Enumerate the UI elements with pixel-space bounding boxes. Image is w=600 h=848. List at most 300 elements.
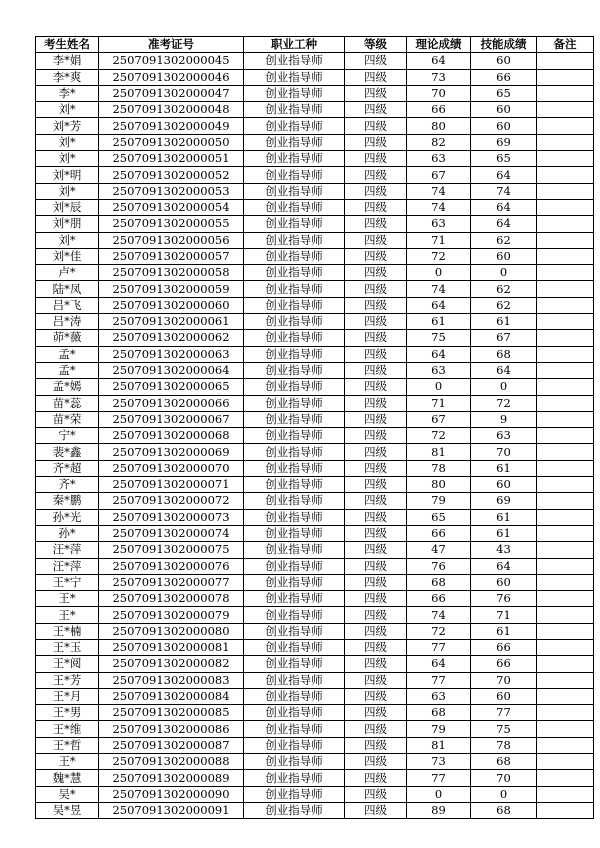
cell-theory-score: 74 [407,281,471,297]
cell-level: 四级 [345,721,407,737]
cell-remarks [537,672,594,688]
cell-name: 王*宁 [36,574,99,590]
cell-remarks [537,134,594,150]
cell-name: 宁* [36,428,99,444]
cell-exam-id: 2507091302000064 [99,362,244,378]
cell-theory-score: 68 [407,574,471,590]
cell-level: 四级 [345,53,407,69]
cell-theory-score: 63 [407,362,471,378]
cell-occupation: 创业指导师 [244,477,345,493]
cell-name: 苗*蕊 [36,395,99,411]
cell-theory-score: 47 [407,542,471,558]
cell-level: 四级 [345,509,407,525]
cell-theory-score: 81 [407,444,471,460]
cell-name: 王*月 [36,688,99,704]
cell-level: 四级 [345,754,407,770]
cell-occupation: 创业指导师 [244,705,345,721]
header-exam-id: 准考证号 [99,37,244,53]
cell-skill-score: 68 [471,754,537,770]
cell-name: 齐*超 [36,460,99,476]
cell-skill-score: 67 [471,330,537,346]
cell-exam-id: 2507091302000087 [99,737,244,753]
cell-exam-id: 2507091302000048 [99,102,244,118]
cell-remarks [537,737,594,753]
cell-exam-id: 2507091302000088 [99,754,244,770]
cell-occupation: 创业指导师 [244,134,345,150]
cell-remarks [537,656,594,672]
cell-skill-score: 0 [471,379,537,395]
cell-exam-id: 2507091302000061 [99,314,244,330]
cell-exam-id: 2507091302000047 [99,85,244,101]
cell-theory-score: 77 [407,770,471,786]
cell-exam-id: 2507091302000062 [99,330,244,346]
cell-occupation: 创业指导师 [244,802,345,818]
cell-skill-score: 64 [471,362,537,378]
cell-theory-score: 79 [407,721,471,737]
cell-skill-score: 69 [471,134,537,150]
cell-exam-id: 2507091302000052 [99,167,244,183]
cell-exam-id: 2507091302000059 [99,281,244,297]
cell-skill-score: 43 [471,542,537,558]
cell-skill-score: 76 [471,591,537,607]
cell-theory-score: 0 [407,265,471,281]
score-table [35,36,594,819]
cell-remarks [537,607,594,623]
cell-skill-score: 60 [471,688,537,704]
cell-skill-score: 60 [471,102,537,118]
cell-exam-id: 2507091302000058 [99,265,244,281]
cell-theory-score: 74 [407,183,471,199]
cell-theory-score: 77 [407,672,471,688]
cell-skill-score: 60 [471,53,537,69]
cell-occupation: 创业指导师 [244,444,345,460]
table-row [36,232,594,248]
header-occupation: 职业工种 [244,37,345,53]
cell-skill-score: 61 [471,623,537,639]
cell-theory-score: 63 [407,151,471,167]
header-remarks: 备注 [537,37,594,53]
cell-exam-id: 2507091302000063 [99,346,244,362]
cell-occupation: 创业指导师 [244,525,345,541]
cell-remarks [537,265,594,281]
cell-occupation: 创业指导师 [244,53,345,69]
table-row [36,330,594,346]
cell-skill-score: 64 [471,167,537,183]
cell-level: 四级 [345,118,407,134]
cell-occupation: 创业指导师 [244,688,345,704]
cell-skill-score: 70 [471,672,537,688]
cell-level: 四级 [345,199,407,215]
cell-exam-id: 2507091302000065 [99,379,244,395]
cell-level: 四级 [345,705,407,721]
cell-theory-score: 71 [407,395,471,411]
cell-name: 李*娟 [36,53,99,69]
cell-skill-score: 62 [471,281,537,297]
cell-name: 李* [36,85,99,101]
table-row [36,525,594,541]
cell-level: 四级 [345,411,407,427]
cell-theory-score: 64 [407,53,471,69]
cell-name: 王* [36,607,99,623]
cell-skill-score: 72 [471,395,537,411]
cell-occupation: 创业指导师 [244,639,345,655]
cell-exam-id: 2507091302000046 [99,69,244,85]
cell-level: 四级 [345,281,407,297]
cell-skill-score: 0 [471,265,537,281]
cell-theory-score: 66 [407,102,471,118]
cell-level: 四级 [345,591,407,607]
cell-name: 王*阅 [36,656,99,672]
cell-name: 刘* [36,102,99,118]
cell-exam-id: 2507091302000076 [99,558,244,574]
cell-skill-score: 60 [471,574,537,590]
cell-skill-score: 65 [471,151,537,167]
cell-level: 四级 [345,265,407,281]
cell-occupation: 创业指导师 [244,574,345,590]
cell-level: 四级 [345,623,407,639]
table-row [36,395,594,411]
cell-theory-score: 77 [407,639,471,655]
table-row [36,656,594,672]
cell-skill-score: 9 [471,411,537,427]
cell-name: 汪*萍 [36,558,99,574]
cell-remarks [537,574,594,590]
table-row [36,199,594,215]
cell-exam-id: 2507091302000082 [99,656,244,672]
cell-name: 李*爽 [36,69,99,85]
cell-name: 孟*嫣 [36,379,99,395]
cell-theory-score: 78 [407,460,471,476]
cell-exam-id: 2507091302000086 [99,721,244,737]
cell-theory-score: 73 [407,754,471,770]
cell-skill-score: 70 [471,770,537,786]
cell-level: 四级 [345,786,407,802]
cell-name: 刘*芳 [36,118,99,134]
cell-remarks [537,216,594,232]
cell-occupation: 创业指导师 [244,330,345,346]
cell-remarks [537,786,594,802]
cell-occupation: 创业指导师 [244,232,345,248]
cell-level: 四级 [345,167,407,183]
cell-skill-score: 71 [471,607,537,623]
cell-theory-score: 0 [407,379,471,395]
cell-level: 四级 [345,525,407,541]
cell-remarks [537,591,594,607]
cell-occupation: 创业指导师 [244,314,345,330]
cell-name: 孟* [36,362,99,378]
cell-remarks [537,151,594,167]
cell-exam-id: 2507091302000091 [99,802,244,818]
table-row [36,493,594,509]
cell-name: 刘* [36,232,99,248]
cell-theory-score: 75 [407,330,471,346]
cell-name: 刘*明 [36,167,99,183]
cell-exam-id: 2507091302000080 [99,623,244,639]
cell-name: 吕*涛 [36,314,99,330]
table-row [36,281,594,297]
cell-occupation: 创业指导师 [244,85,345,101]
cell-name: 王*维 [36,721,99,737]
cell-occupation: 创业指导师 [244,656,345,672]
cell-occupation: 创业指导师 [244,167,345,183]
cell-theory-score: 67 [407,167,471,183]
cell-occupation: 创业指导师 [244,737,345,753]
cell-level: 四级 [345,558,407,574]
table-row [36,362,594,378]
cell-exam-id: 2507091302000073 [99,509,244,525]
cell-occupation: 创业指导师 [244,69,345,85]
table-row [36,688,594,704]
cell-occupation: 创业指导师 [244,281,345,297]
cell-level: 四级 [345,248,407,264]
cell-remarks [537,330,594,346]
cell-exam-id: 2507091302000070 [99,460,244,476]
cell-level: 四级 [345,85,407,101]
header-skill-score: 技能成绩 [471,37,537,53]
cell-remarks [537,102,594,118]
table-row [36,477,594,493]
cell-remarks [537,558,594,574]
cell-skill-score: 68 [471,802,537,818]
cell-skill-score: 60 [471,118,537,134]
cell-remarks [537,395,594,411]
cell-remarks [537,362,594,378]
cell-level: 四级 [345,770,407,786]
cell-level: 四级 [345,542,407,558]
cell-level: 四级 [345,395,407,411]
cell-skill-score: 61 [471,509,537,525]
header-row [36,37,594,53]
cell-occupation: 创业指导师 [244,395,345,411]
cell-remarks [537,444,594,460]
cell-level: 四级 [345,346,407,362]
cell-skill-score: 78 [471,737,537,753]
cell-occupation: 创业指导师 [244,558,345,574]
cell-occupation: 创业指导师 [244,493,345,509]
table-row [36,248,594,264]
cell-remarks [537,525,594,541]
header-name: 考生姓名 [36,37,99,53]
cell-name: 孙*光 [36,509,99,525]
cell-occupation: 创业指导师 [244,297,345,313]
header-theory-score: 理论成绩 [407,37,471,53]
table-row [36,786,594,802]
cell-level: 四级 [345,216,407,232]
cell-name: 孟* [36,346,99,362]
cell-theory-score: 72 [407,428,471,444]
cell-skill-score: 66 [471,69,537,85]
cell-occupation: 创业指导师 [244,607,345,623]
cell-level: 四级 [345,477,407,493]
header-level: 等级 [345,37,407,53]
cell-skill-score: 62 [471,232,537,248]
cell-exam-id: 2507091302000074 [99,525,244,541]
cell-exam-id: 2507091302000045 [99,53,244,69]
cell-remarks [537,509,594,525]
cell-theory-score: 73 [407,69,471,85]
cell-occupation: 创业指导师 [244,379,345,395]
cell-remarks [537,623,594,639]
cell-level: 四级 [345,362,407,378]
cell-level: 四级 [345,802,407,818]
cell-name: 汪*萍 [36,542,99,558]
cell-skill-score: 62 [471,297,537,313]
cell-name: 刘*朋 [36,216,99,232]
table-row [36,314,594,330]
cell-exam-id: 2507091302000055 [99,216,244,232]
cell-skill-score: 61 [471,525,537,541]
cell-name: 裴*鑫 [36,444,99,460]
table-row [36,737,594,753]
cell-level: 四级 [345,639,407,655]
cell-occupation: 创业指导师 [244,786,345,802]
cell-remarks [537,411,594,427]
cell-exam-id: 2507091302000057 [99,248,244,264]
table-row [36,672,594,688]
cell-level: 四级 [345,314,407,330]
cell-occupation: 创业指导师 [244,428,345,444]
cell-skill-score: 66 [471,656,537,672]
cell-name: 刘* [36,134,99,150]
cell-level: 四级 [345,102,407,118]
cell-level: 四级 [345,672,407,688]
cell-name: 吴*昱 [36,802,99,818]
table-row [36,607,594,623]
cell-occupation: 创业指导师 [244,542,345,558]
cell-remarks [537,232,594,248]
cell-level: 四级 [345,444,407,460]
cell-level: 四级 [345,379,407,395]
cell-remarks [537,69,594,85]
cell-name: 苗*荣 [36,411,99,427]
cell-theory-score: 66 [407,591,471,607]
cell-occupation: 创业指导师 [244,460,345,476]
cell-exam-id: 2507091302000081 [99,639,244,655]
table-row [36,509,594,525]
cell-skill-score: 68 [471,346,537,362]
cell-theory-score: 64 [407,297,471,313]
cell-theory-score: 80 [407,118,471,134]
cell-exam-id: 2507091302000077 [99,574,244,590]
cell-level: 四级 [345,574,407,590]
cell-name: 孙* [36,525,99,541]
cell-occupation: 创业指导师 [244,623,345,639]
cell-skill-score: 64 [471,216,537,232]
table-row [36,265,594,281]
table-body [36,53,594,819]
cell-remarks [537,688,594,704]
cell-skill-score: 64 [471,199,537,215]
cell-name: 茆*薇 [36,330,99,346]
cell-level: 四级 [345,688,407,704]
cell-skill-score: 60 [471,248,537,264]
cell-theory-score: 80 [407,477,471,493]
cell-exam-id: 2507091302000053 [99,183,244,199]
cell-level: 四级 [345,330,407,346]
cell-exam-id: 2507091302000068 [99,428,244,444]
table-row [36,297,594,313]
cell-level: 四级 [345,493,407,509]
cell-theory-score: 64 [407,346,471,362]
cell-occupation: 创业指导师 [244,151,345,167]
table-row [36,770,594,786]
cell-remarks [537,167,594,183]
table-row [36,118,594,134]
cell-exam-id: 2507091302000090 [99,786,244,802]
cell-remarks [537,314,594,330]
table-row [36,85,594,101]
cell-theory-score: 63 [407,216,471,232]
cell-theory-score: 76 [407,558,471,574]
cell-theory-score: 66 [407,525,471,541]
cell-theory-score: 72 [407,248,471,264]
table-row [36,346,594,362]
cell-name: 刘* [36,183,99,199]
cell-theory-score: 67 [407,411,471,427]
cell-remarks [537,53,594,69]
cell-level: 四级 [345,151,407,167]
table-row [36,379,594,395]
table-row [36,183,594,199]
cell-name: 吴* [36,786,99,802]
cell-theory-score: 63 [407,688,471,704]
cell-name: 刘* [36,151,99,167]
cell-exam-id: 2507091302000067 [99,411,244,427]
cell-theory-score: 72 [407,623,471,639]
cell-exam-id: 2507091302000083 [99,672,244,688]
cell-remarks [537,85,594,101]
cell-occupation: 创业指导师 [244,248,345,264]
cell-exam-id: 2507091302000079 [99,607,244,623]
table-row [36,69,594,85]
cell-occupation: 创业指导师 [244,770,345,786]
cell-theory-score: 71 [407,232,471,248]
cell-remarks [537,118,594,134]
table-row [36,134,594,150]
cell-level: 四级 [345,69,407,85]
table-row [36,623,594,639]
cell-level: 四级 [345,607,407,623]
cell-remarks [537,542,594,558]
cell-skill-score: 74 [471,183,537,199]
table-row [36,802,594,818]
cell-skill-score: 61 [471,314,537,330]
cell-occupation: 创业指导师 [244,721,345,737]
cell-level: 四级 [345,737,407,753]
cell-level: 四级 [345,232,407,248]
cell-occupation: 创业指导师 [244,183,345,199]
cell-skill-score: 63 [471,428,537,444]
cell-skill-score: 64 [471,558,537,574]
cell-occupation: 创业指导师 [244,199,345,215]
cell-occupation: 创业指导师 [244,672,345,688]
cell-occupation: 创业指导师 [244,411,345,427]
cell-theory-score: 79 [407,493,471,509]
cell-name: 刘*辰 [36,199,99,215]
table-row [36,460,594,476]
cell-level: 四级 [345,297,407,313]
cell-exam-id: 2507091302000069 [99,444,244,460]
cell-remarks [537,493,594,509]
cell-name: 齐* [36,477,99,493]
cell-remarks [537,346,594,362]
cell-exam-id: 2507091302000084 [99,688,244,704]
cell-level: 四级 [345,134,407,150]
table-row [36,167,594,183]
table-row [36,542,594,558]
cell-remarks [537,802,594,818]
cell-exam-id: 2507091302000049 [99,118,244,134]
